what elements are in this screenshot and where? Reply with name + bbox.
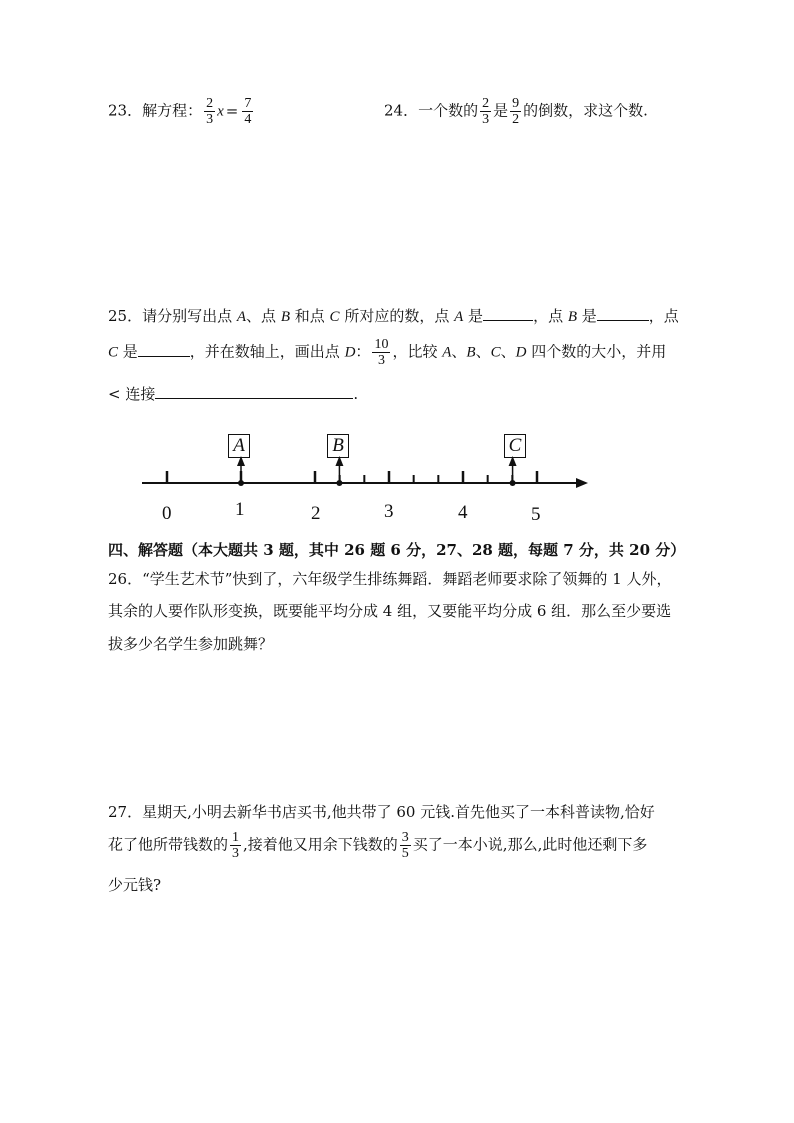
equals-sign: = — [225, 101, 239, 120]
question-text: 的倒数，求这个数. — [523, 101, 648, 120]
text: 买了一本小说,那么,此时他还剩下多 — [412, 835, 648, 854]
point-name: A — [236, 309, 247, 325]
question-27-line-2 — [108, 830, 647, 861]
question-26-line-3: 拔多少名学生参加跳舞？ — [108, 635, 274, 653]
point-marker-b — [336, 480, 342, 486]
question-text: 解方程： — [142, 101, 203, 120]
question-26-line-2: 其余的人要作队形变换，既要能平均分成 4 组，又要能平均分成 6 组．那么至少要选 — [108, 602, 672, 620]
text: 、点 — [246, 307, 281, 325]
point-name: C — [108, 344, 119, 361]
tick-label-4: 4 — [458, 502, 468, 523]
text: 所对应的数，点 — [339, 307, 455, 325]
tick-label-2: 2 — [311, 503, 321, 524]
text: 四个数的大小，并用 — [526, 342, 667, 361]
text: 是 — [118, 342, 138, 361]
fraction: $\frac{1}{3}$ — [232, 830, 240, 861]
text: ： — [355, 342, 371, 361]
text: < 连接 — [108, 385, 156, 403]
point-label-a: A — [228, 434, 250, 458]
point-marker-a — [238, 480, 244, 486]
number-line — [0, 0, 794, 540]
text: ，并在数轴上，画出点 — [189, 342, 345, 361]
text: 是 — [577, 307, 597, 325]
tick-label-1: 1 — [235, 499, 245, 520]
question-number: 24． — [384, 101, 419, 120]
fraction: $\frac{9}{2}$ — [512, 96, 520, 127]
question-text: 是 — [493, 101, 509, 120]
question-27-line-3: 少元钱? — [108, 876, 162, 894]
question-26-line-1: 26．“学生艺术节”快到了，六年级学生排练舞蹈．舞蹈老师要求除了领舞的 1 人外， — [108, 570, 672, 588]
text: ，点 — [648, 307, 679, 325]
point-name: B — [280, 309, 290, 325]
axis-arrow — [576, 478, 588, 488]
text: 和点 — [290, 307, 330, 325]
tick-label-3: 3 — [384, 501, 394, 522]
point-label-c: C — [504, 434, 526, 458]
text: 、 — [475, 342, 491, 361]
point-label-b: B — [327, 434, 349, 458]
point-name: B — [567, 309, 578, 325]
point-marker-c — [510, 480, 516, 486]
text: 、 — [500, 342, 516, 361]
text: ,接着他又用余下钱数的 — [243, 835, 398, 854]
fraction: $\frac{2}{3}$ — [206, 96, 214, 127]
fraction: $\frac{2}{3}$ — [482, 96, 490, 127]
tick-label-5: 5 — [531, 504, 541, 525]
text: 花了他所带钱数的 — [108, 835, 229, 854]
text: 、 — [451, 342, 467, 361]
text: 是 — [463, 307, 484, 325]
variable: x — [217, 103, 224, 120]
number-line-graphic — [0, 0, 794, 540]
question-text: 一个数的 — [418, 101, 479, 120]
point-name: B — [466, 344, 476, 361]
point-name: C — [329, 309, 340, 325]
text: 请分别写出点 — [142, 307, 237, 325]
point-name: D — [344, 344, 356, 361]
text: . — [353, 385, 359, 403]
fraction: $\frac{3}{5}$ — [401, 830, 409, 861]
question-27-line-1: 27．星期天,小明去新华书店买书,他共带了 60 元钱.首先他买了一本科普读物,恰好 — [108, 803, 655, 821]
fraction: $\frac{7}{4}$ — [244, 96, 252, 127]
text: ，比较 — [392, 342, 443, 361]
text: ，点 — [533, 307, 568, 325]
point-name: A — [442, 344, 452, 361]
question-number: 25． — [108, 307, 143, 325]
question-number: 23． — [108, 101, 143, 120]
tick-label-0: 0 — [162, 503, 172, 524]
point-name: D — [515, 344, 527, 361]
section-heading: 四、解答题（本大题共 3 题，其中 26 题 6 分，27、28 题，每题 7 分，共 20 分） — [108, 541, 686, 559]
point-name: A — [454, 309, 464, 325]
fraction: $\frac{10}{3}$ — [374, 337, 389, 368]
point-name: C — [490, 344, 501, 361]
